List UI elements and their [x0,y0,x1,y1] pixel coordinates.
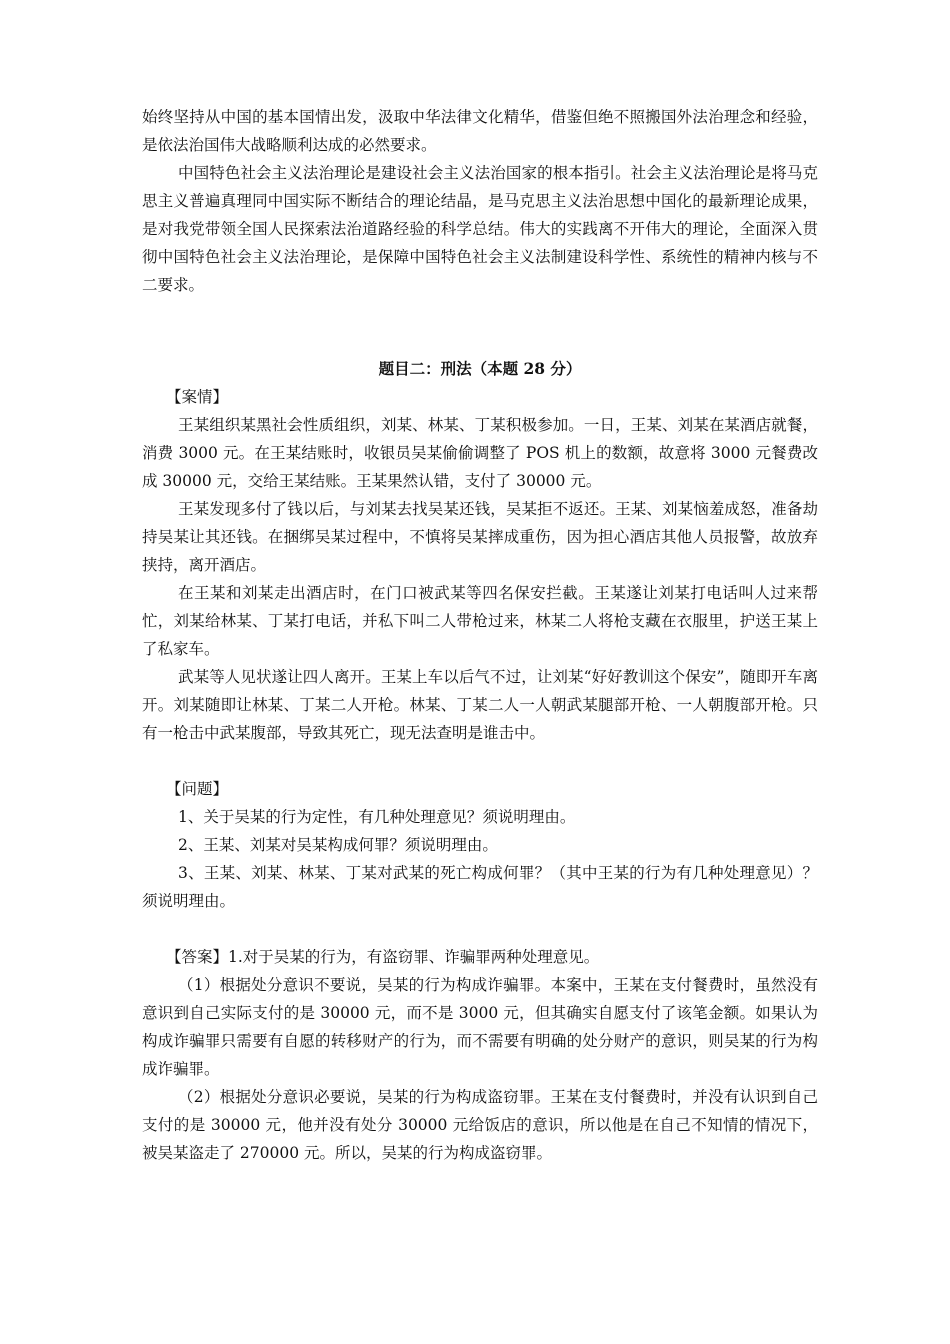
spacer [142,299,818,355]
case-paragraph-1: 王某组织某黑社会性质组织，刘某、林某、丁某积极参加。一日，王某、刘某在某酒店就餐，消费 3000 元。在王某结账时，收银员吴某偷偷调整了 POS 机上的数额，故意将 3000 元餐费改成 30000 元，交给王某结账。王某果然认错，支付了 30000 元。 [142,416,818,490]
intro-paragraph-1: 始终坚持从中国的基本国情出发，汲取中华法律文化精华，借鉴但绝不照搬国外法治理念和经验，是依法治国伟大战略顺利达成的必然要求。 [142,108,818,154]
section-title: 题目二：刑法（本题 28 分） [378,359,582,378]
document-body [142,103,818,1167]
question-1: 1、关于吴某的行为定性，有几种处理意见？须说明理由。 [178,808,576,826]
answer-paragraph-1: （1）根据处分意识不要说，吴某的行为构成诈骗罪。本案中，王某在支付餐费时，虽然没有意识到自己实际支付的是 30000 元，而不是 3000 元，但其确实自愿支付了该笔金额。如果认为构成诈骗罪只需要有自愿的转移财产的行为，而不需要有明确的处分财产的意识，则吴某的行为构成诈骗罪。 [142,976,818,1078]
answer-heading: 【答案】1.对于吴某的行为，有盗窃罪、诈骗罪两种处理意见。 [166,948,600,966]
case-paragraph-2: 王某发现多付了钱以后，与刘某去找吴某还钱，吴某拒不返还。王某、刘某恼羞成怒，准备劫持吴某让其还钱。在捆绑吴某过程中，不慎将吴某摔成重伤，因为担心酒店其他人员报警，故放弃挟持，离开酒店。 [142,500,818,574]
answer-paragraph-2: （2）根据处分意识必要说，吴某的行为构成盗窃罪。王某在支付餐费时，并没有认识到自己支付的是 30000 元，他并没有处分 30000 元给饭店的意识，所以他是在自己不知情的情况下，被吴某盗走了 270000 元。所以，吴某的行为构成盗窃罪。 [142,1088,818,1162]
intro-paragraph-2: 中国特色社会主义法治理论是建设社会主义法治国家的根本指引。社会主义法治理论是将马克思主义普遍真理同中国实际不断结合的理论结晶，是马克思主义法治思想中国化的最新理论成果，是对我党带领全国人民探索法治道路经验的科学总结。伟大的实践离不开伟大的理论，全面深入贯彻中国特色社会主义法治理论，是保障中国特色社会主义法制建设科学性、系统性的精神内核与不二要求。 [142,164,818,294]
spacer [142,747,818,775]
case-heading: 【案情】 [166,388,229,406]
question-3: 3、王某、刘某、林某、丁某对武某的死亡构成何罪？（其中王某的行为有几种处理意见）？须说明理由。 [142,864,818,910]
case-paragraph-4: 武某等人见状遂让四人离开。王某上车以后气不过，让刘某“好好教训这个保安”，随即开车离开。刘某随即让林某、丁某二人开枪。林某、丁某二人一人朝武某腿部开枪、一人朝腹部开枪。只有一枪击中武某腹部，导致其死亡，现无法查明是谁击中。 [142,668,818,742]
question-heading: 【问题】 [166,780,229,798]
question-2: 2、王某、刘某对吴某构成何罪？须说明理由。 [178,836,498,854]
spacer [142,915,818,943]
case-paragraph-3: 在王某和刘某走出酒店时，在门口被武某等四名保安拦截。王某遂让刘某打电话叫人过来帮忙，刘某给林某、丁某打电话，并私下叫二人带枪过来，林某二人将枪支藏在衣服里，护送王某上了私家车。 [142,584,818,658]
